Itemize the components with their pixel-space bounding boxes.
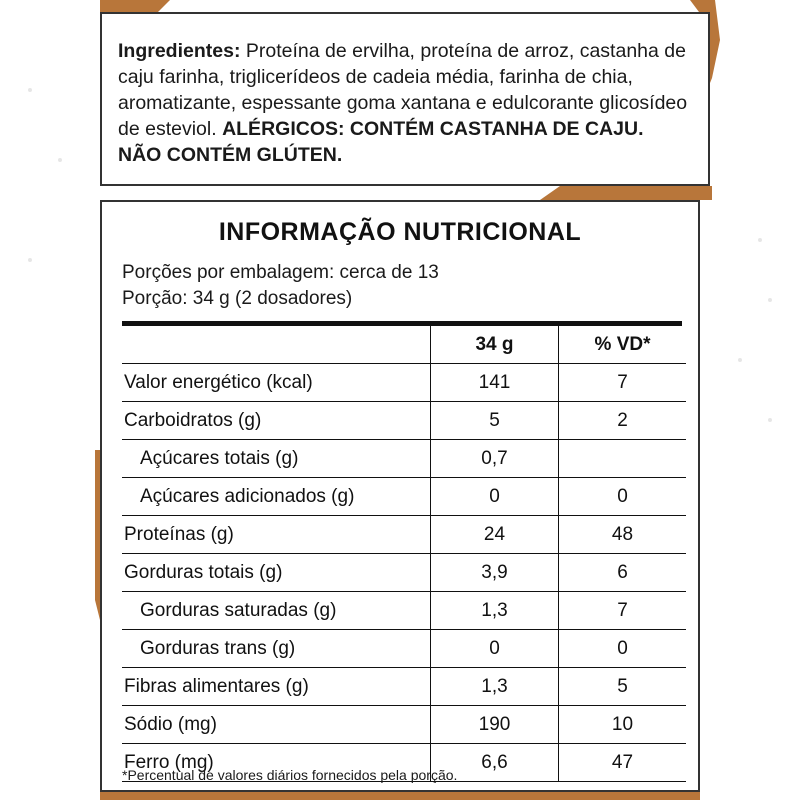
- header-name: [122, 326, 431, 364]
- row-dv: 48: [559, 516, 687, 554]
- row-name: Sódio (mg): [122, 706, 431, 744]
- table-row: [122, 402, 686, 440]
- row-name: Açúcares totais (g): [122, 440, 431, 478]
- row-name: Gorduras saturadas (g): [122, 592, 431, 630]
- row-name: Valor energético (kcal): [122, 364, 431, 402]
- table-header-row: [122, 326, 686, 364]
- row-name: Gorduras totais (g): [122, 554, 431, 592]
- nutrition-facts-panel: [100, 200, 700, 792]
- row-name: Ferro (mg): [122, 744, 431, 782]
- row-amount: 1,3: [431, 668, 559, 706]
- footnote: *Percentual de valores diários fornecidos pela porção.: [122, 767, 458, 783]
- table-row: [122, 554, 686, 592]
- row-dv: 10: [559, 706, 687, 744]
- row-dv: 7: [559, 592, 687, 630]
- allergens-text: ALÉRGICOS: CONTÉM CASTANHA DE CAJU. NÃO CONTÉM GLÚTEN.: [118, 118, 644, 166]
- ingredients-panel: [100, 12, 710, 186]
- row-dv: 2: [559, 402, 687, 440]
- row-amount: 1,3: [431, 592, 559, 630]
- table-row: [122, 440, 686, 478]
- row-name: Carboidratos (g): [122, 402, 431, 440]
- table-row: [122, 706, 686, 744]
- row-dv: 7: [559, 364, 687, 402]
- row-dv: 0: [559, 630, 687, 668]
- ingredients-text: Proteína de ervilha, proteína de arroz, castanha de caju farinha, triglicerídeos de cadeia média, farinha de chia, aromatizante, espessante goma xantana e edulcorante glicosídeo de esteviol.: [118, 40, 688, 140]
- row-amount: 0,7: [431, 440, 559, 478]
- brown-band-mid-right: [540, 186, 712, 200]
- nutrition-title: INFORMAÇÃO NUTRICIONAL: [218, 218, 582, 246]
- table-row: [122, 478, 686, 516]
- nutrition-table: [122, 326, 686, 782]
- row-name: Gorduras trans (g): [122, 630, 431, 668]
- table-row: [122, 592, 686, 630]
- row-name: Fibras alimentares (g): [122, 668, 431, 706]
- row-dv: 5: [559, 668, 687, 706]
- header-dv: % VD*: [559, 326, 687, 364]
- header-amount: 34 g: [431, 326, 559, 364]
- serving-size: Porção: 34 g (2 dosadores): [122, 288, 353, 309]
- row-amount: 6,6: [431, 744, 559, 782]
- table-row: [122, 516, 686, 554]
- row-name: Açúcares adicionados (g): [122, 478, 431, 516]
- row-dv: 0: [559, 478, 687, 516]
- servings-per-package: Porções por embalagem: cerca de 13: [122, 262, 439, 283]
- row-amount: 0: [431, 478, 559, 516]
- row-amount: 24: [431, 516, 559, 554]
- row-amount: 5: [431, 402, 559, 440]
- table-row: [122, 630, 686, 668]
- row-dv: 6: [559, 554, 687, 592]
- row-name: Proteínas (g): [122, 516, 431, 554]
- row-amount: 190: [431, 706, 559, 744]
- row-dv: 47: [559, 744, 687, 782]
- row-amount: 3,9: [431, 554, 559, 592]
- ingredients-label: Ingredientes:: [118, 40, 241, 62]
- row-amount: 141: [431, 364, 559, 402]
- row-amount: 0: [431, 630, 559, 668]
- table-row: [122, 364, 686, 402]
- row-dv: [559, 440, 687, 478]
- table-row: [122, 668, 686, 706]
